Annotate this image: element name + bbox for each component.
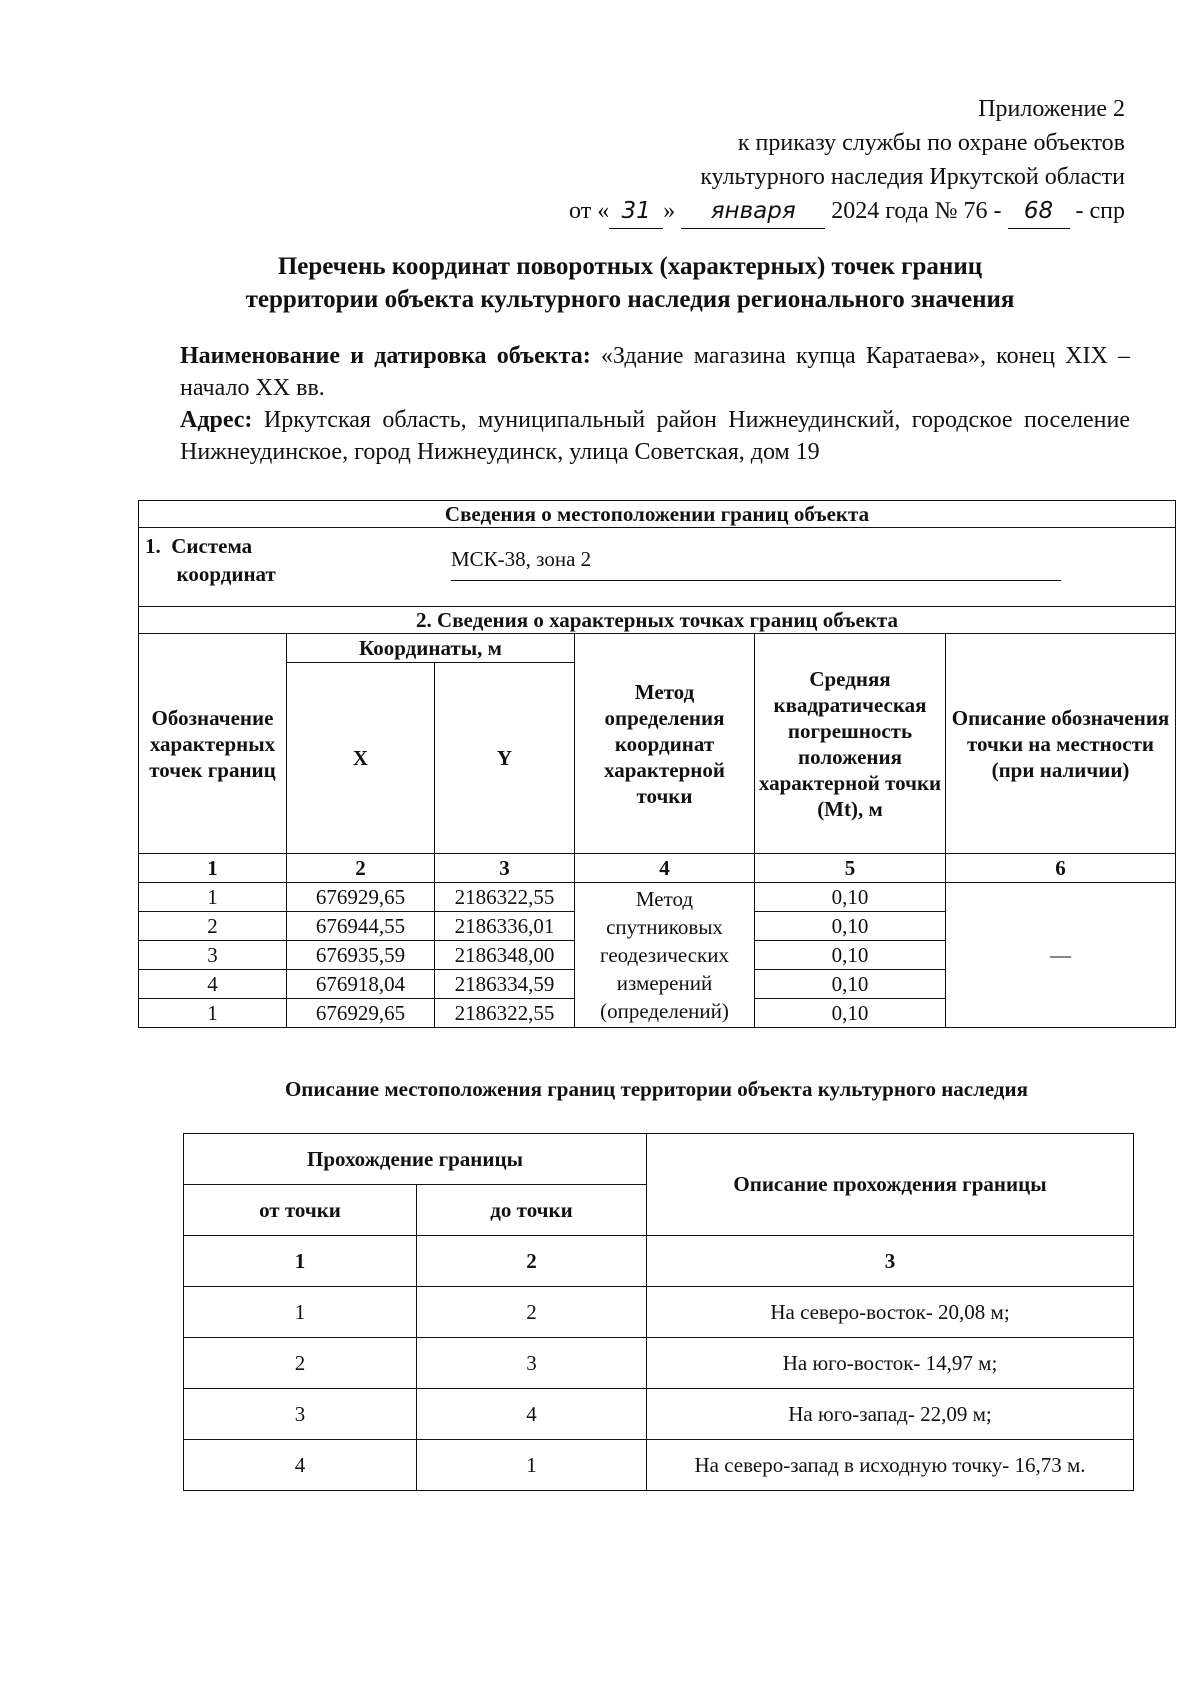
object-info <box>180 340 1130 468</box>
point-x: 676918,04 <box>287 970 435 999</box>
object-address-label: Адрес: <box>180 407 253 433</box>
point-y: 2186322,55 <box>435 883 575 912</box>
col-to-header: до точки <box>417 1185 647 1236</box>
handwritten-order-number: 68 <box>1008 194 1070 229</box>
coordinates-table <box>138 500 1176 1028</box>
table-row <box>184 1338 1134 1389</box>
table-row <box>139 883 1176 912</box>
date-mid: » <box>663 198 676 224</box>
col-y-header: Y <box>435 663 575 854</box>
col-number: 3 <box>647 1236 1134 1287</box>
order-suffix: - спр <box>1075 198 1125 224</box>
object-address <box>180 404 1130 468</box>
passage-description: На юго-восток- 14,97 м; <box>647 1338 1134 1389</box>
point-id: 2 <box>139 912 287 941</box>
col-number: 2 <box>417 1236 647 1287</box>
point-mt: 0,10 <box>755 970 946 999</box>
object-name-label: Наименование и датировка объекта: <box>180 343 591 369</box>
object-address-value: Иркутская область, муниципальный район Нижнеудинский, городское поселение Нижнеудинское, город Нижнеудинск, улица Советская, дом 19 <box>180 407 1131 465</box>
point-x: 676929,65 <box>287 883 435 912</box>
year-text: 2024 года № 76 - <box>831 198 1002 224</box>
col-number: 1 <box>184 1236 417 1287</box>
object-name-value: «Здание магазина купца Каратаева», конец XIX – начало XX вв. <box>180 343 1130 401</box>
appendix-header <box>485 92 1125 229</box>
passage-description: На юго-запад- 22,09 м; <box>647 1389 1134 1440</box>
point-id: 1 <box>139 999 287 1028</box>
col-number: 1 <box>139 854 287 883</box>
passage-description: На северо-восток- 20,08 м; <box>647 1287 1134 1338</box>
col-number: 5 <box>755 854 946 883</box>
boundary-description-title: Описание местоположения границ территории объекта культурного наследия <box>284 1077 1029 1101</box>
point-x: 676929,65 <box>287 999 435 1028</box>
col-error-header: Средняя квадратическая погрешность положения характерной точки (Mt), м <box>755 634 946 854</box>
date-prefix: от « <box>569 198 610 224</box>
to-point: 2 <box>417 1287 647 1338</box>
col-description-header: Описание обозначения точки на местности (при наличии) <box>946 634 1176 854</box>
point-mt: 0,10 <box>755 999 946 1028</box>
from-point: 1 <box>184 1287 417 1338</box>
coordinate-system-value: МСК-38, зона 2 <box>451 546 1061 581</box>
point-x: 676944,55 <box>287 912 435 941</box>
handwritten-day: 31 <box>609 194 663 229</box>
col-from-header: от точки <box>184 1185 417 1236</box>
coordinate-system-row <box>139 528 1176 607</box>
col-coords-header: Координаты, м <box>287 634 575 663</box>
col-method-header: Метод определения координат характерной точки <box>575 634 755 854</box>
location-header: Сведения о местоположении границ объекта <box>139 501 1176 528</box>
table-row <box>184 1389 1134 1440</box>
method-cell: Метод спутниковых геодезических измерений (определений) <box>575 883 755 1028</box>
handwritten-month: января <box>681 194 825 229</box>
to-point: 3 <box>417 1338 647 1389</box>
object-name <box>180 340 1130 404</box>
point-x: 676935,59 <box>287 941 435 970</box>
description-cell: — <box>946 883 1176 1028</box>
appendix-line-2: к приказу службы по охране объектов <box>737 130 1125 156</box>
col-designation-header: Обозначение характерных точек границ <box>139 634 287 854</box>
section-2-header: 2. Сведения о характерных точках границ объекта <box>139 607 1176 634</box>
to-point: 1 <box>417 1440 647 1491</box>
from-point: 2 <box>184 1338 417 1389</box>
appendix-date-line <box>485 194 1125 229</box>
to-point: 4 <box>417 1389 647 1440</box>
point-y: 2186336,01 <box>435 912 575 941</box>
appendix-line-3: культурного наследия Иркутской области <box>700 164 1125 190</box>
col-number: 4 <box>575 854 755 883</box>
appendix-line-1: Приложение 2 <box>978 96 1125 122</box>
point-id: 1 <box>139 883 287 912</box>
point-y: 2186322,55 <box>435 999 575 1028</box>
point-mt: 0,10 <box>755 912 946 941</box>
col-number: 2 <box>287 854 435 883</box>
table-row <box>184 1440 1134 1491</box>
point-y: 2186348,00 <box>435 941 575 970</box>
col-x-header: X <box>287 663 435 854</box>
col-number: 6 <box>946 854 1176 883</box>
col-passage-header: Прохождение границы <box>184 1134 647 1185</box>
point-id: 4 <box>139 970 287 999</box>
table-row <box>184 1287 1134 1338</box>
point-mt: 0,10 <box>755 883 946 912</box>
title-line-2: территории объекта культурного наследия регионального значения <box>245 286 1015 313</box>
boundary-description-table <box>183 1133 1134 1491</box>
title-line-1: Перечень координат поворотных (характерных) точек границ <box>277 253 983 280</box>
col-passage-desc-header: Описание прохождения границы <box>647 1134 1134 1236</box>
passage-description: На северо-запад в исходную точку- 16,73 м. <box>647 1440 1134 1491</box>
document-title <box>150 250 1110 316</box>
point-id: 3 <box>139 941 287 970</box>
from-point: 4 <box>184 1440 417 1491</box>
coordinate-system-label: 1. Система координат <box>145 534 276 586</box>
point-y: 2186334,59 <box>435 970 575 999</box>
point-mt: 0,10 <box>755 941 946 970</box>
col-number: 3 <box>435 854 575 883</box>
from-point: 3 <box>184 1389 417 1440</box>
